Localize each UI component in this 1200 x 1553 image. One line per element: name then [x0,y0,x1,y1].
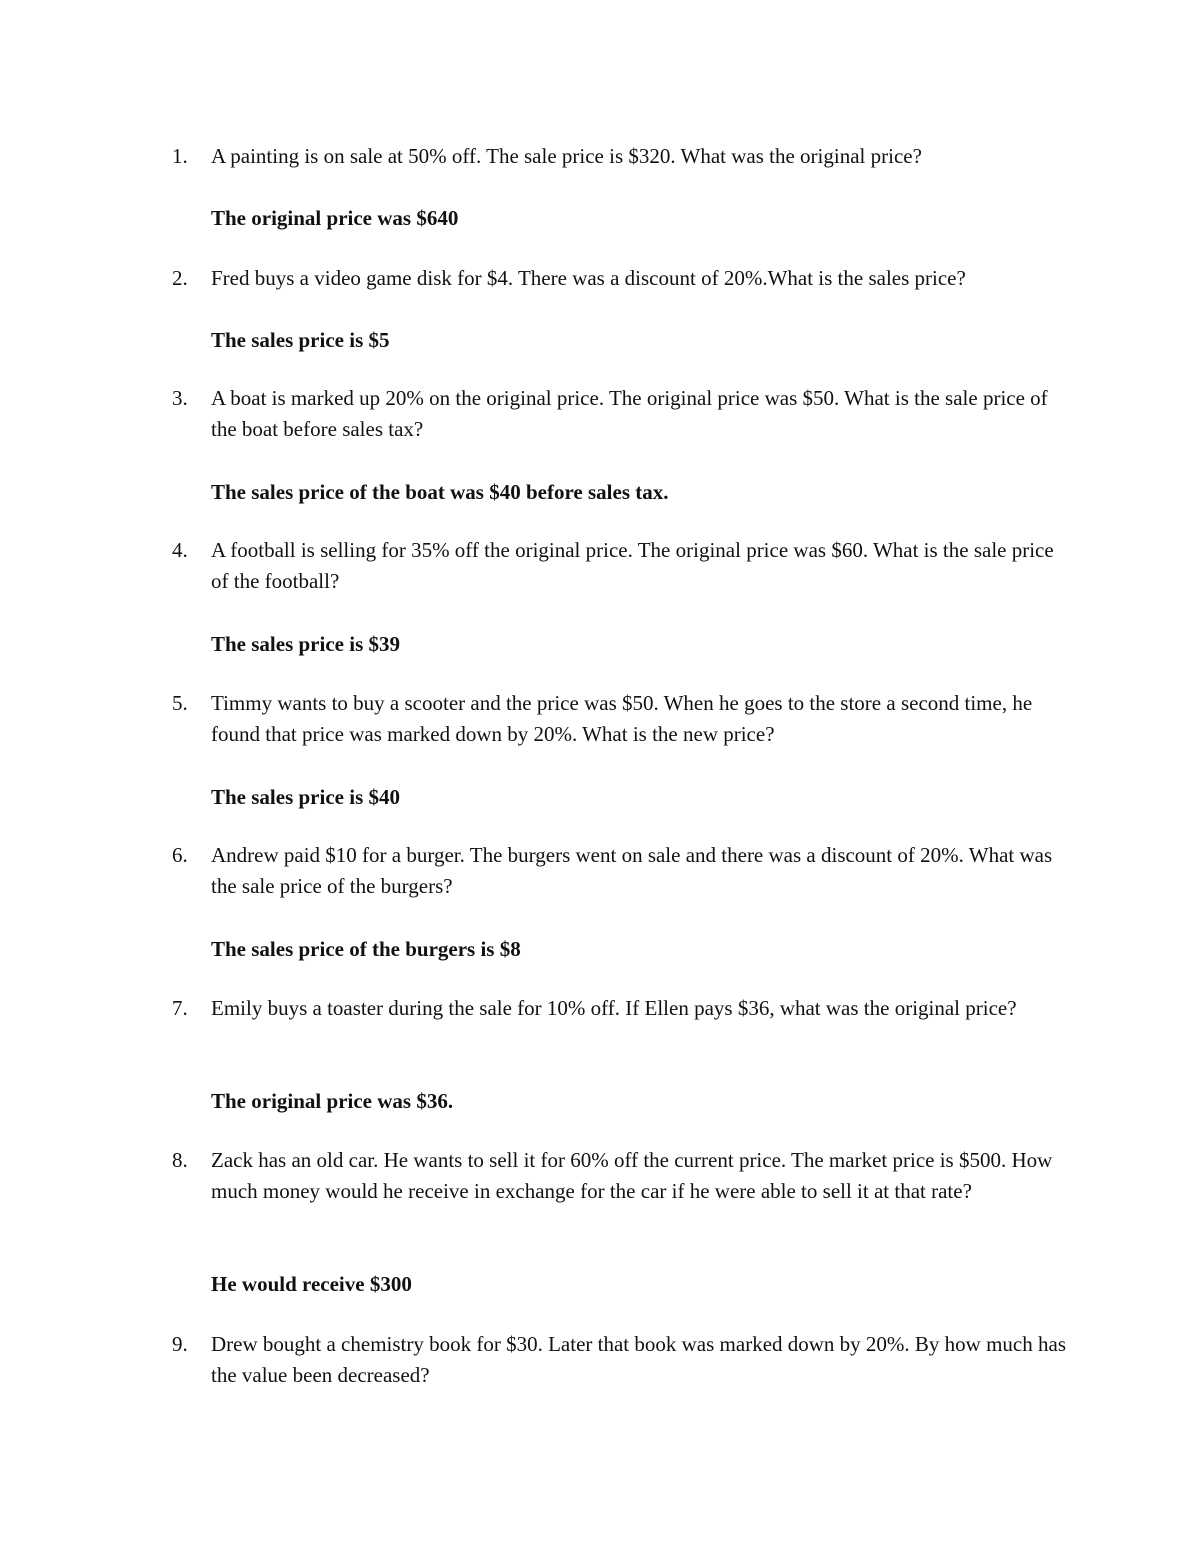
answer-text: The original price was $36. [211,1089,454,1113]
answer-text: The sales price is $5 [211,328,390,352]
answer-text: He would receive $300 [211,1272,412,1296]
question-text: Emily buys a toaster during the sale for 10% off. If Ellen pays $36, what was the original price? [211,996,1017,1020]
answer-text: The sales price is $39 [211,632,400,656]
item-number: 7. [172,996,188,1020]
answer-text: The sales price of the boat was $40 before sales tax. [211,480,669,504]
item-number: 9. [172,1332,188,1356]
question-text: A painting is on sale at 50% off. The sale price is $320. What was the original price? [211,144,922,168]
question-text: Timmy wants to buy a scooter and the price was $50. When he goes to the store a second time, he found that price was marked down by 20%. What is the new price? [211,691,1033,746]
answer-text: The sales price of the burgers is $8 [211,937,521,961]
item-number: 1. [172,144,188,168]
item-number: 3. [172,386,188,410]
question-text: Drew bought a chemistry book for $30. Later that book was marked down by 20%. By how much has the value been decreased? [211,1332,1066,1387]
item-number: 6. [172,843,188,867]
item-number: 4. [172,538,188,562]
question-text: Andrew paid $10 for a burger. The burgers went on sale and there was a discount of 20%. What was the sale price of the burgers? [211,843,1053,898]
item-number: 5. [172,691,188,715]
answer-text: The original price was $640 [211,206,459,230]
item-number: 8. [172,1148,188,1172]
question-text: Zack has an old car. He wants to sell it for 60% off the current price. The market price is $500. How much money would he receive in exchange for the car if he were able to sell it at that rate? [211,1148,1053,1203]
question-text: A boat is marked up 20% on the original price. The original price was $50. What is the sale price of the boat before sales tax? [211,386,1048,441]
item-number: 2. [172,266,188,290]
question-text: Fred buys a video game disk for $4. There was a discount of 20%.What is the sales price? [211,266,966,290]
answer-text: The sales price is $40 [211,785,400,809]
question-text: A football is selling for 35% off the original price. The original price was $60. What is the sale price of the football? [211,538,1054,593]
